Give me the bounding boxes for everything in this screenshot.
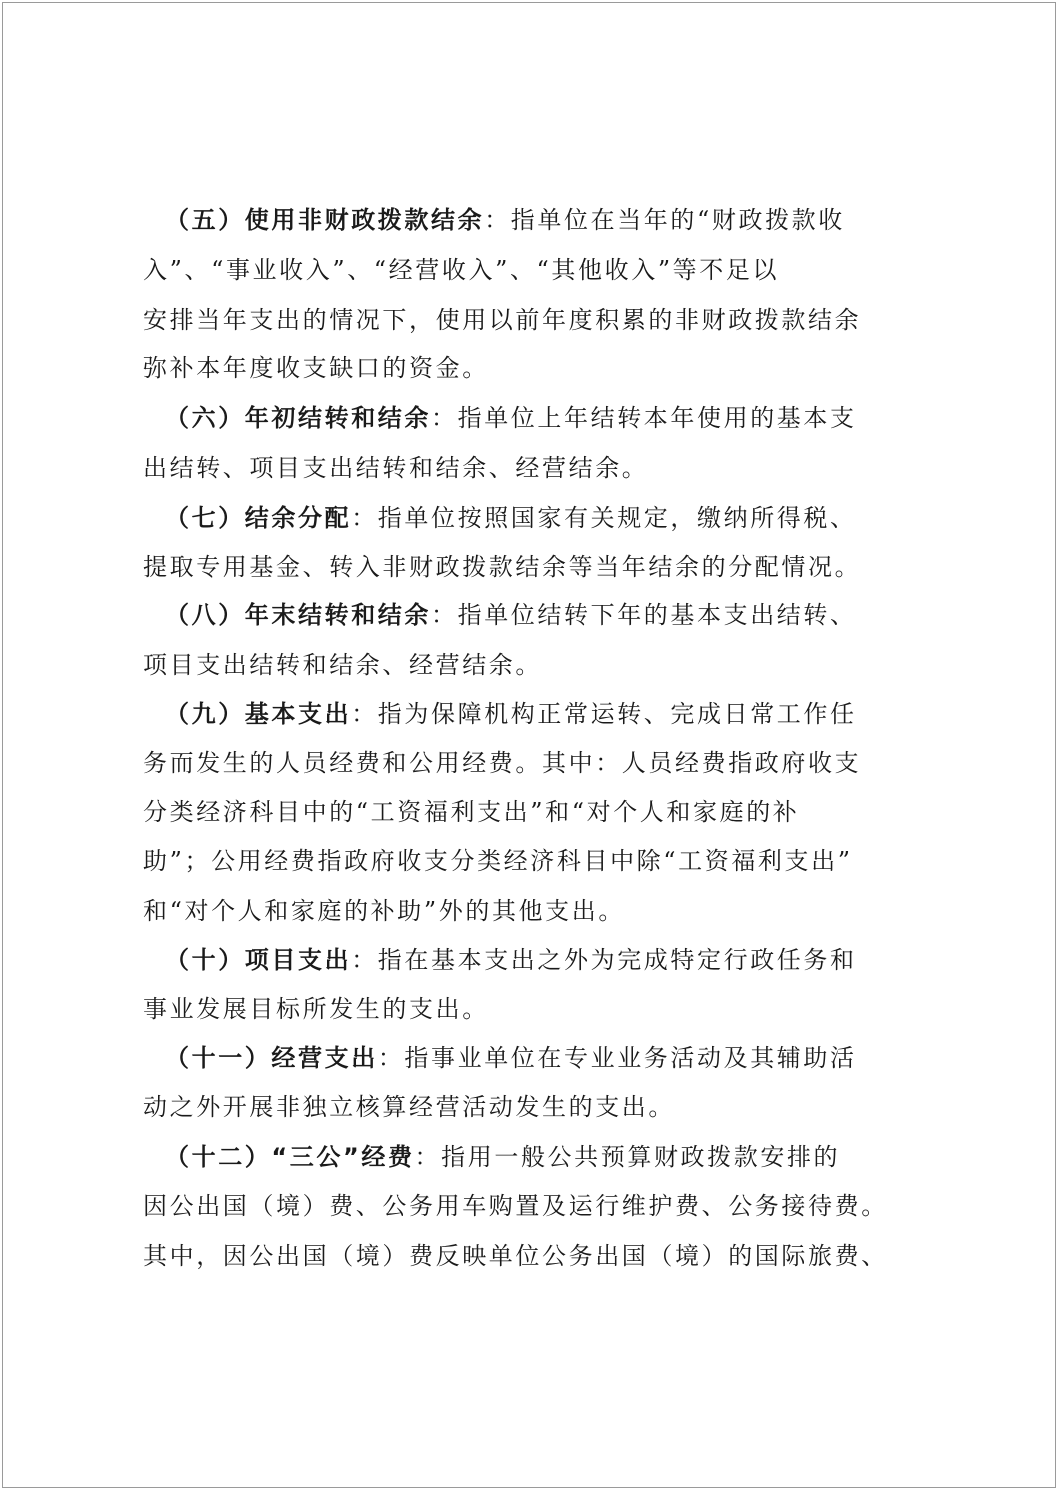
- paragraph-8-line-2: 项目支出结转和结余、经营结余。: [143, 651, 542, 679]
- paragraph-12-term: （十二）“三公”经费: [165, 1143, 415, 1171]
- paragraph-11-text: ：指事业单位在专业业务活动及其辅助活: [377, 1044, 857, 1072]
- paragraph-12-line-1: [165, 1142, 840, 1172]
- paragraph-6-line-1: [165, 403, 857, 433]
- paragraph-5-line-4: 弥补本年度收支缺口的资金。: [143, 354, 489, 382]
- paragraph-12-text: ：指用一般公共预算财政拨款安排的: [414, 1143, 841, 1171]
- paragraph-5-line-1: [165, 205, 845, 235]
- paragraph-5-text: ：指单位在当年的“财政拨款收: [484, 206, 845, 234]
- paragraph-12-line-3: 其中，因公出国（境）费反映单位公务出国（境）的国际旅费、: [143, 1242, 888, 1270]
- paragraph-5-term: （五）使用非财政拨款结余: [165, 206, 485, 234]
- paragraph-8-line-1: [165, 600, 857, 630]
- paragraph-7-line-1: [165, 503, 857, 533]
- paragraph-5-line-2: 入”、“事业收入”、“经营收入”、“其他收入”等不足以: [143, 256, 780, 284]
- paragraph-9-term: （九）基本支出: [165, 700, 352, 728]
- paragraph-10-term: （十）项目支出: [165, 946, 352, 974]
- paragraph-9-text: ：指为保障机构正常运转、完成日常工作任: [351, 700, 857, 728]
- paragraph-5-line-3: 安排当年支出的情况下，使用以前年度积累的非财政拨款结余: [143, 306, 862, 334]
- paragraph-6-line-2: 出结转、项目支出结转和结余、经营结余。: [143, 454, 649, 482]
- paragraph-7-term: （七）结余分配: [165, 504, 352, 532]
- paragraph-10-line-2: 事业发展目标所发生的支出。: [143, 995, 489, 1023]
- paragraph-9-line-1: [165, 699, 857, 729]
- paragraph-7-text: ：指单位按照国家有关规定，缴纳所得税、: [351, 504, 857, 532]
- paragraph-7-line-2: 提取专用基金、转入非财政拨款结余等当年结余的分配情况。: [143, 553, 862, 581]
- paragraph-6-text: ：指单位上年结转本年使用的基本支: [431, 404, 857, 432]
- paragraph-8-text: ：指单位结转下年的基本支出结转、: [431, 601, 857, 629]
- paragraph-9-line-2: 务而发生的人员经费和公用经费。其中：人员经费指政府收支: [143, 749, 862, 777]
- paragraph-9-line-5: 和“对个人和家庭的补助”外的其他支出。: [143, 897, 625, 925]
- paragraph-11-line-1: [165, 1043, 857, 1073]
- paragraph-11-line-2: 动之外开展非独立核算经营活动发生的支出。: [143, 1093, 675, 1121]
- paragraph-10-text: ：指在基本支出之外为完成特定行政任务和: [351, 946, 857, 974]
- paragraph-11-term: （十一）经营支出: [165, 1044, 378, 1072]
- paragraph-8-term: （八）年末结转和结余: [165, 601, 431, 629]
- paragraph-9-line-4: 助”；公用经费指政府收支分类经济科目中除“工资福利支出”: [143, 847, 853, 875]
- paragraph-12-line-2: 因公出国（境）费、公务用车购置及运行维护费、公务接待费。: [143, 1192, 888, 1220]
- paragraph-9-line-3: 分类经济科目中的“工资福利支出”和“对个人和家庭的补: [143, 798, 800, 826]
- paragraph-10-line-1: [165, 945, 857, 975]
- paragraph-6-term: （六）年初结转和结余: [165, 404, 431, 432]
